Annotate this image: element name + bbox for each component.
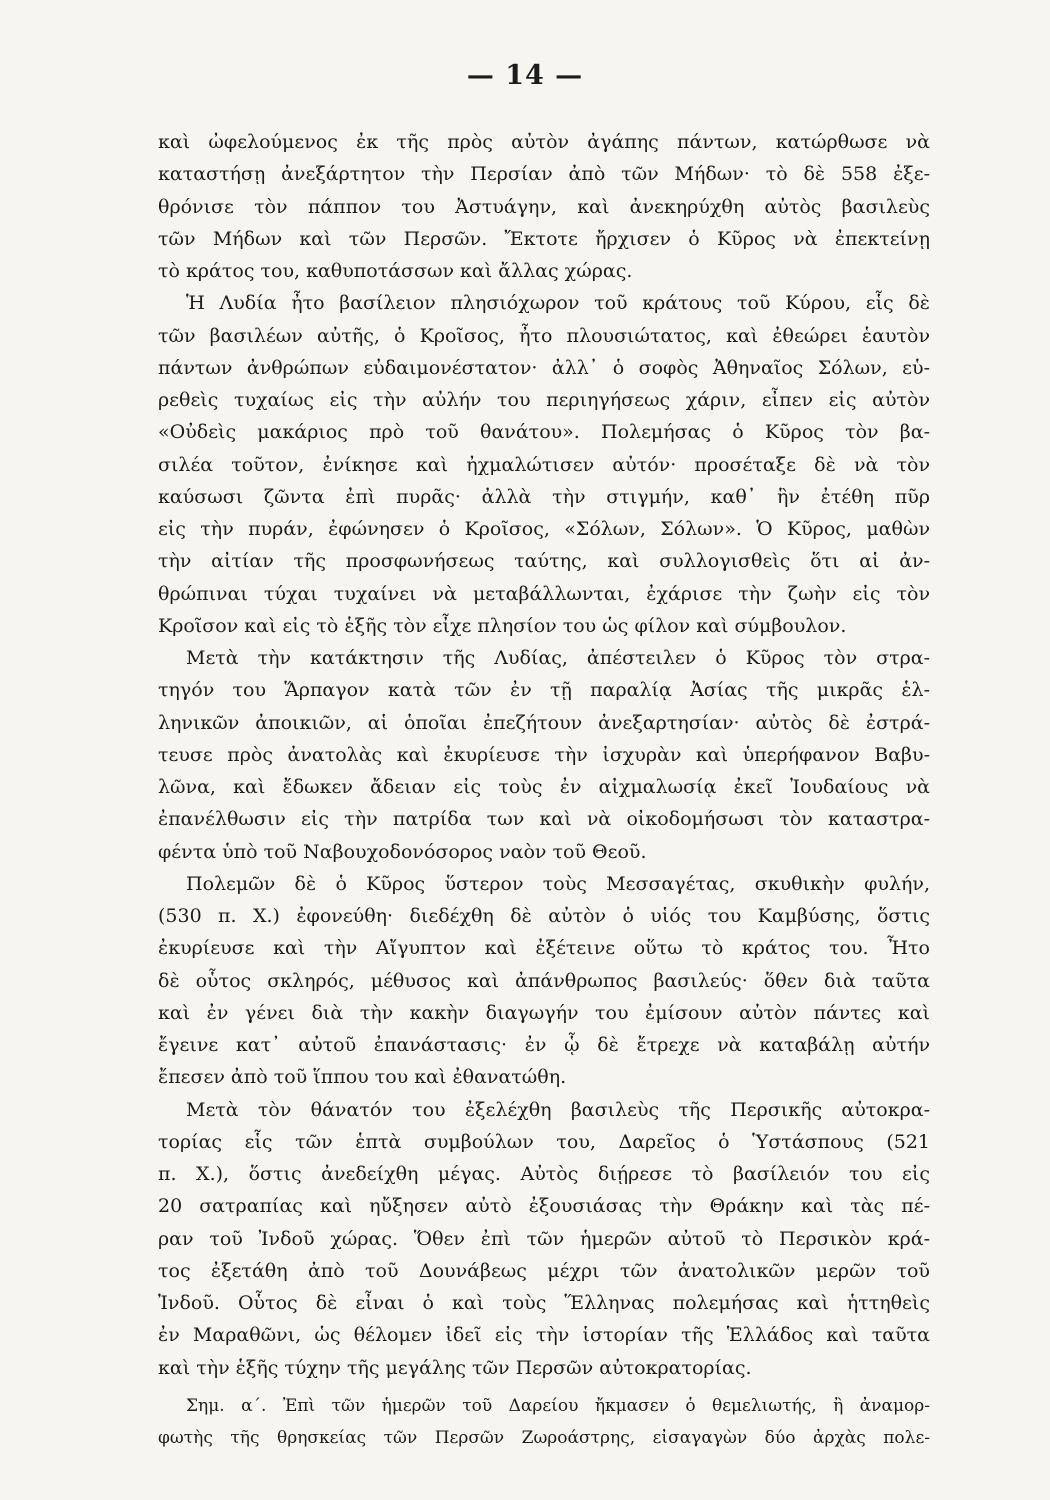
text-line: καὶ τὴν ἑξῆς τύχην τῆς μεγάλης τῶν Περσῶν αὐτοκρατορίας. xyxy=(158,1356,752,1379)
text-line: δὲ οὗτος σκληρός, μέθυσος καὶ ἀπάνθρωπος βασιλεύς· ὅθεν διὰ ταῦτα xyxy=(158,969,930,992)
text-line: ἔπεσεν ἀπὸ τοῦ ἵππου του καὶ ἐθανατώθη. xyxy=(158,1066,567,1089)
text-line: τὸ κράτος του, καθυποτάσσων καὶ ἄλλας χώρας. xyxy=(158,260,633,282)
body-text xyxy=(158,126,930,1454)
text-line: Ἰνδοῦ. Οὗτος δὲ εἶναι ὁ καὶ τοὺς Ἕλληνας πολεμήσας καὶ ἡττηθεὶς xyxy=(158,1292,930,1314)
text-line: ληνικῶν ἀποικιῶν, αἱ ὁποῖαι ἐπεζήτουν ἀνεξαρτησίαν· αὐτὸς δὲ ἐστρά- xyxy=(158,711,930,734)
text-line: Ἡ Λυδία ἦτο βασίλειον πλησιόχωρον τοῦ κράτους τοῦ Κύρου, εἷς δὲ xyxy=(186,292,930,315)
text-line: καταστήσῃ ἀνεξάρτητον τὴν Περσίαν ἀπὸ τῶν Μήδων· τὸ δὲ 558 ἐξε- xyxy=(158,163,930,186)
text-line: λῶνα, καὶ ἔδωκεν ἄδειαν εἰς τοὺς ἐν αἰχμαλωσίᾳ ἐκεῖ Ἰουδαίους νὰ xyxy=(158,776,930,798)
paragraph xyxy=(158,1094,930,1384)
paragraph xyxy=(158,287,930,642)
text-line: ἐν Μαραθῶνι, ὡς θέλομεν ἰδεῖ εἰς τὴν ἱστορίαν τῆς Ἑλλάδος καὶ ταῦτα xyxy=(158,1324,930,1347)
text-line: Μετὰ τὴν κατάκτησιν τῆς Λυδίας, ἀπέστειλεν ὁ Κῦρος τὸν στρα- xyxy=(186,647,930,669)
text-line: καύσωσι ζῶντα ἐπὶ πυρᾶς· ἀλλὰ τὴν στιγμήν, καθ᾽ ἣν ἐτέθη πῦρ xyxy=(158,485,930,508)
text-line: τορίας εἷς τῶν ἑπτὰ συμβούλων του, Δαρεῖος ὁ Ὑστάσπους (521 xyxy=(158,1130,930,1153)
text-line: πάντων ἀνθρώπων εὐδαιμονέστατον· ἀλλ᾽ ὁ σοφὸς Ἀθηναῖος Σόλων, εὑ- xyxy=(158,356,930,379)
paragraph xyxy=(158,642,930,868)
text-line: τευσε πρὸς ἀνατολὰς καὶ ἐκυρίευσε τὴν ἰσχυρὰν καὶ ὑπερήφανον Βαβυ- xyxy=(158,743,930,766)
text-line: τηγόν του Ἅρπαγον κατὰ τῶν ἐν τῇ παραλίᾳ Ἀσίας τῆς μικρᾶς ἑλ- xyxy=(158,679,930,702)
text-line: (530 π. Χ.) ἐφονεύθη· διεδέχθη δὲ αὐτὸν ὁ υἱός του Καμβύσης, ὅστις xyxy=(158,905,930,927)
text-line: καὶ ἐν γένει διὰ τὴν κακὴν διαγωγήν του ἐμίσουν αὐτὸν πάντες καὶ xyxy=(158,1001,930,1024)
text-line: Μετὰ τὸν θάνατόν του ἐξελέχθη βασιλεὺς τῆς Περσικῆς αὐτοκρα- xyxy=(186,1098,930,1121)
paragraph xyxy=(158,126,930,287)
text-line: τῶν βασιλέων αὐτῆς, ὁ Κροῖσος, ἦτο πλουσιώτατος, καὶ ἐθεώρει ἑαυτὸν xyxy=(158,324,930,347)
text-line: τος ἐξετάθη ἀπὸ τοῦ Δουνάβεως μέχρι τῶν ἀνατολικῶν μερῶν τοῦ xyxy=(158,1259,930,1282)
text-line: ἐπανέλθωσιν εἰς τὴν πατρίδα των καὶ νὰ οἰκοδομήσωσι τὸν καταστρα- xyxy=(158,808,930,831)
text-line: τῶν Μήδων καὶ τῶν Περσῶν. Ἔκτοτε ἤρχισεν ὁ Κῦρος νὰ ἐπεκτείνῃ xyxy=(158,227,930,250)
text-line: τὴν αἰτίαν τῆς προσφωνήσεως ταύτης, καὶ συλλογισθεὶς ὅτι αἱ ἀν- xyxy=(158,550,930,573)
text-line: θρώπιναι τύχαι τυχαίνει νὰ μεταβάλλωνται, ἐχάρισε τὴν ζωὴν εἰς τὸν xyxy=(158,582,930,605)
text-line: εἰς τὴν πυράν, ἐφώνησεν ὁ Κροῖσος, «Σόλων, Σόλων». Ὁ Κῦρος, μαθὼν xyxy=(158,518,930,540)
text-line: καὶ ὠφελούμενος ἐκ τῆς πρὸς αὐτὸν ἀγάπης πάντων, κατώρθωσε νὰ xyxy=(158,131,930,153)
text-line: φέντα ὑπὸ τοῦ Ναβουχοδονόσορος ναὸν τοῦ Θεοῦ. xyxy=(158,840,647,863)
text-line: Πολεμῶν δὲ ὁ Κῦρος ὕστερον τοὺς Μεσσαγέτας, σκυθικὴν φυλήν, xyxy=(186,872,930,895)
text-line: 20 σατραπίας καὶ ηὔξησεν αὐτὸ ἐξουσιάσας τὴν Θράκην καὶ τὰς πέ- xyxy=(158,1195,930,1218)
text-line: ἔγεινε κατ᾽ αὐτοῦ ἐπανάστασις· ἐν ᾧ δὲ ἔτρεχε νὰ καταβάλῃ αὐτήν xyxy=(158,1034,930,1056)
page-number: — 14 — xyxy=(466,60,584,91)
text-line: θρόνισε τὸν πάππον του Ἀστυάγην, καὶ ἀνεκηρύχθη αὐτὸς βασιλεὺς xyxy=(158,195,930,218)
text-line: Κροῖσον καὶ εἰς τὸ ἑξῆς τὸν εἶχε πλησίον του ὡς φίλον καὶ σύμβουλον. xyxy=(158,614,847,637)
paragraph xyxy=(158,868,930,1094)
text-line: π. Χ.), ὅστις ἀνεδείχθη μέγας. Αὐτὸς διῄρεσε τὸ βασίλειόν του εἰς xyxy=(158,1163,930,1185)
text-line: σιλέα τοῦτον, ἐνίκησε καὶ ἠχμαλώτισεν αὐτόν· προσέταξε δὲ νὰ τὸν xyxy=(158,453,930,476)
footnote-line: φωτὴς τῆς θρησκείας τῶν Περσῶν Ζωροάστρης, εἰσαγαγὼν δύο ἀρχὰς πολε- xyxy=(158,1427,930,1448)
text-line: ἐκυρίευσε καὶ τὴν Αἴγυπτον καὶ ἐξέτεινε οὕτω τὸ κράτος του. Ἦτο xyxy=(158,937,930,960)
text-line: ραν τοῦ Ἰνδοῦ χώρας. Ὅθεν ἐπὶ τῶν ἡμερῶν αὐτοῦ τὸ Περσικὸν κρά- xyxy=(158,1227,930,1250)
text-line: «Οὐδεὶς μακάριος πρὸ τοῦ θανάτου». Πολεμήσας ὁ Κῦρος τὸν βα- xyxy=(158,421,930,444)
footnote xyxy=(158,1390,930,1454)
footnote-line: Σημ. α΄. Ἐπὶ τῶν ἡμερῶν τοῦ Δαρείου ἤκμασεν ὁ θεμελιωτής, ἢ ἀναμορ- xyxy=(186,1395,930,1416)
text-line: ρεθεὶς τυχαίως εἰς τὴν αὐλήν του περιηγήσεως χάριν, εἶπεν εἰς αὐτὸν xyxy=(158,389,930,411)
